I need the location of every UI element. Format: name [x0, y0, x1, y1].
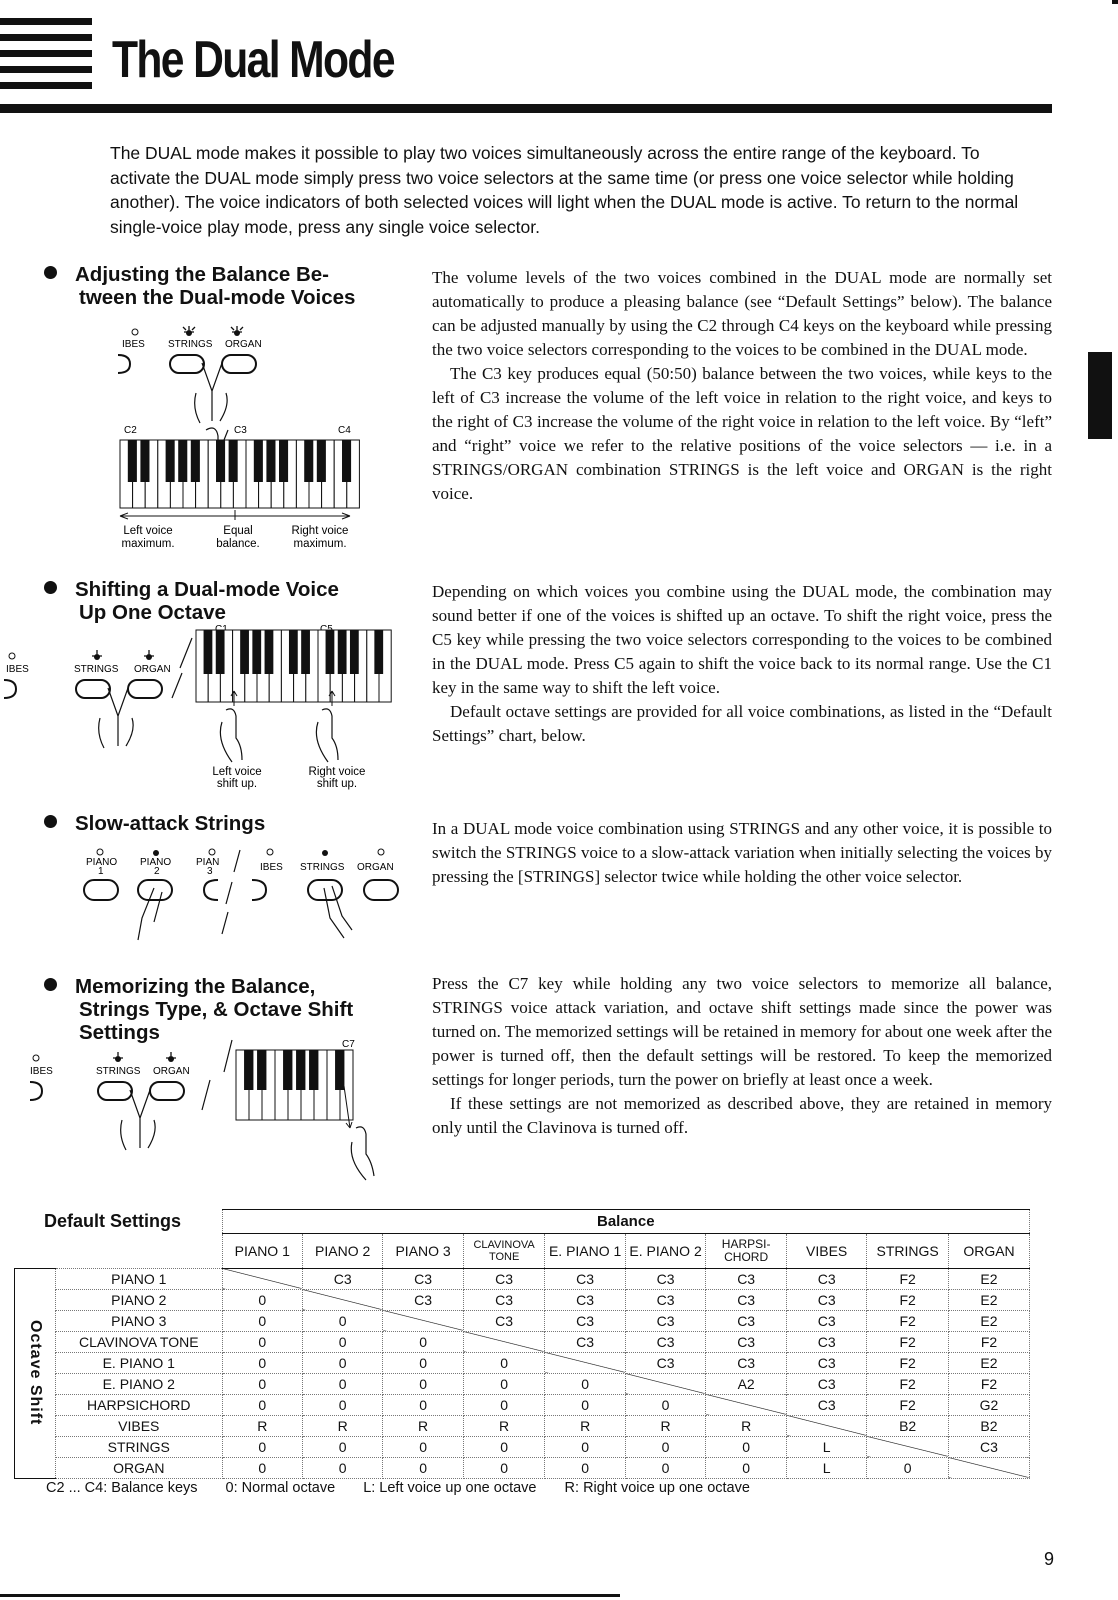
col-header: VIBES [787, 1234, 867, 1269]
black-key [317, 440, 326, 482]
black-key [309, 1050, 318, 1090]
table-cell: C3 [625, 1268, 705, 1289]
black-key [254, 440, 263, 482]
table-cell: C3 [545, 1331, 625, 1352]
table-cell: C3 [706, 1289, 787, 1310]
table-cell: F2 [867, 1310, 949, 1331]
table-cell: C3 [383, 1268, 463, 1289]
table-cell: C3 [706, 1268, 787, 1289]
table-cell: 0 [302, 1352, 382, 1373]
table-cell: R [383, 1415, 463, 1436]
table-cell: C3 [948, 1436, 1029, 1457]
table-cell: C3 [302, 1268, 382, 1289]
table-cell: 0 [222, 1373, 302, 1394]
black-key [279, 440, 288, 482]
bottom-rule [0, 1594, 620, 1597]
table-cell: 0 [383, 1352, 463, 1373]
table-cell: R [706, 1415, 787, 1436]
legend-left: L: Left voice up one octave [363, 1480, 537, 1496]
row-label: ORGAN [56, 1457, 223, 1478]
table-cell: 0 [463, 1394, 545, 1415]
cap-left-max-2: maximum. [121, 538, 175, 550]
sel-strings-label: STRINGS [74, 664, 119, 675]
black-key [204, 630, 213, 674]
sel-organ-label: ORGAN [225, 339, 262, 350]
corner-mark [1112, 0, 1118, 4]
row-label: HARPSICHORD [56, 1394, 223, 1415]
octave-keyboard-illustration [0, 618, 420, 808]
black-key [283, 1050, 292, 1090]
keyboard-graphic [196, 630, 391, 702]
table-cell: R [222, 1415, 302, 1436]
octave-text [432, 580, 1052, 748]
black-key [252, 630, 261, 674]
memorize-keyboard-illustration [0, 1030, 420, 1190]
table-cell: C3 [787, 1331, 867, 1352]
black-key [240, 630, 249, 674]
cap-left-shift-1: Left voice [212, 766, 262, 778]
bullet-icon [44, 978, 57, 991]
key-c4-label: C4 [338, 425, 351, 436]
table-cell: F2 [867, 1268, 949, 1289]
title-rule [0, 104, 1052, 113]
table-cell: C3 [545, 1289, 625, 1310]
balance-p1: The volume levels of the two voices combined in the DUAL mode are normally set automatically to produce a pleasing balance (see “Default Settings” below). The balance can be adjusted manually by using the C2 through C4 keys on the keyboard while pressing the two voice selectors corresponding to the voices to be combined in the DUAL mode. [432, 268, 1052, 359]
col-header: HARPSI- CHORD [706, 1234, 787, 1269]
table-cell: 0 [302, 1310, 382, 1331]
legend-normal: 0: Normal octave [225, 1480, 336, 1496]
key-c3-label: C3 [234, 425, 247, 436]
table-cell: 0 [383, 1331, 463, 1352]
table-row [15, 1394, 1030, 1415]
col-header: CLAVINOVA TONE [463, 1234, 545, 1269]
table-cell [383, 1310, 463, 1331]
table-cell: F2 [867, 1373, 949, 1394]
table-cell: R [463, 1415, 545, 1436]
table-cell: R [625, 1415, 705, 1436]
col-header: STRINGS [867, 1234, 949, 1269]
bullet-icon [44, 266, 57, 279]
balance-text [432, 266, 1052, 506]
table-cell: C3 [787, 1394, 867, 1415]
slow-attack-illustration [80, 846, 410, 956]
table-cell: R [302, 1415, 382, 1436]
cap-left-max-1: Left voice [123, 525, 173, 537]
octave-p1: Depending on which voices you combine using the DUAL mode, the combination may sound better if one of the voices is shifted up an octave. To shift the right voice, press the C5 key while pressing the two voice selectors corresponding to the voices to be combined in the DUAL mode. Press C5 again to shift the voice back to its normal range. Use the C1 key in the same way to shift the left voice. [432, 582, 1052, 697]
row-label: STRINGS [56, 1436, 223, 1457]
bullet-icon [44, 815, 57, 828]
memorize-p2: If these settings are not memorized as described above, they are retained in memory only until the Clavinova is turned off. [432, 1094, 1052, 1137]
memorize-text [432, 972, 1052, 1140]
table-cell: E2 [948, 1268, 1029, 1289]
table-cell: 0 [625, 1436, 705, 1457]
black-key [326, 630, 335, 674]
table-cell: L [787, 1436, 867, 1457]
col-header: PIANO 3 [383, 1234, 463, 1269]
table-row [15, 1310, 1030, 1331]
black-key [265, 630, 274, 674]
black-key [229, 440, 238, 482]
balance-p2: The C3 key produces equal (50:50) balance between the two voices, while keys to the left of C3 increase the volume of the left voice in relation to the right voice, and keys to the right of C3 increase the volume of the right voice in relation to the left voice. By “left” and “right” voice we refer to the relative positions of the voice selectors — i.e. in a STRINGS/ORGAN combination STRINGS is the left voice and ORGAN is the right voice. [432, 364, 1052, 503]
table-cell: 0 [302, 1436, 382, 1457]
sel-organ-label: ORGAN [134, 664, 171, 675]
keyboard-graphic [236, 1050, 353, 1120]
default-settings-label: Default Settings [44, 1211, 182, 1231]
row-label: PIANO 3 [56, 1310, 223, 1331]
row-label: CLAVINOVA TONE [56, 1331, 223, 1352]
black-key [335, 1050, 344, 1090]
table-row [15, 1352, 1030, 1373]
table-cell [625, 1373, 705, 1394]
table-row [15, 1331, 1030, 1352]
table-cell: 0 [222, 1352, 302, 1373]
table-cell: C3 [463, 1310, 545, 1331]
table-cell: E2 [948, 1289, 1029, 1310]
table-cell: C3 [625, 1352, 705, 1373]
table-cell: 0 [545, 1457, 625, 1478]
table-cell: F2 [867, 1352, 949, 1373]
table-cell [787, 1415, 867, 1436]
sel-piano3-num: 3 [207, 866, 213, 877]
sel-piano1-label: PIANO [86, 857, 118, 868]
table-row [15, 1436, 1030, 1457]
table-cell: C3 [383, 1289, 463, 1310]
sel-piano3-label: PIAN [196, 857, 220, 868]
table-cell [302, 1289, 382, 1310]
table-cell [463, 1331, 545, 1352]
table-cell: C3 [706, 1331, 787, 1352]
octave-p2: Default octave settings are provided for all voice combinations, as listed in the “Default Settings” chart, below. [432, 702, 1052, 745]
memorize-p1: Press the C7 key while holding any two voice selectors to memorize all balance, STRINGS voice attack variation, and octave shift settings made since the power was turned on. The memorized settings will be retained in memory for about one week after the power is turned off, then the default settings will be restored. To keep the memorized settings for longer periods, turn the power on briefly at least once a week. [432, 974, 1052, 1089]
table-row [15, 1415, 1030, 1436]
sel-vibes-label: IBES [260, 862, 283, 873]
col-header: PIANO 1 [222, 1234, 302, 1269]
cap-equal-2: balance. [216, 538, 260, 550]
table-cell: C3 [787, 1352, 867, 1373]
table-cell: 0 [383, 1436, 463, 1457]
table-cell: C3 [463, 1289, 545, 1310]
sel-piano2-label: PIANO [140, 857, 172, 868]
table-cell: L [787, 1457, 867, 1478]
table-cell: 0 [625, 1457, 705, 1478]
table-cell: R [545, 1415, 625, 1436]
row-label: E. PIANO 2 [56, 1373, 223, 1394]
black-key [166, 440, 175, 482]
black-key [266, 440, 275, 482]
table-cell: 0 [545, 1373, 625, 1394]
table-cell: F2 [948, 1331, 1029, 1352]
table-cell: F2 [867, 1331, 949, 1352]
table-cell: 0 [222, 1394, 302, 1415]
table-cell: C3 [706, 1310, 787, 1331]
table-cell: E2 [948, 1310, 1029, 1331]
black-key [374, 630, 383, 674]
table-cell: F2 [867, 1289, 949, 1310]
balance-keyboard-illustration [110, 318, 380, 563]
black-key [350, 630, 359, 674]
cap-left-shift-2: shift up. [216, 778, 258, 790]
sel-strings-label: STRINGS [96, 1066, 141, 1077]
table-cell: 0 [222, 1289, 302, 1310]
row-label: PIANO 2 [56, 1289, 223, 1310]
table-cell: 0 [383, 1394, 463, 1415]
table-cell: F2 [867, 1394, 949, 1415]
table-cell: 0 [222, 1331, 302, 1352]
table-legend [46, 1480, 774, 1496]
sel-organ-label: ORGAN [153, 1066, 190, 1077]
black-key [296, 1050, 305, 1090]
sel-vibes-label: IBES [6, 664, 29, 675]
slow-attack-text [432, 817, 1052, 889]
table-cell [222, 1268, 302, 1289]
cap-right-shift-1: Right voice [308, 766, 366, 778]
black-key [244, 1050, 253, 1090]
table-cell: 0 [302, 1331, 382, 1352]
sel-strings-label: STRINGS [168, 339, 213, 350]
col-header: ORGAN [948, 1234, 1029, 1269]
table-cell [948, 1457, 1029, 1478]
black-key [128, 440, 137, 482]
table-cell: 0 [463, 1373, 545, 1394]
sel-organ-label: ORGAN [357, 862, 394, 873]
col-header: E. PIANO 2 [625, 1234, 705, 1269]
table-cell: G2 [948, 1394, 1029, 1415]
row-label: E. PIANO 1 [56, 1352, 223, 1373]
sel-strings-label: STRINGS [300, 862, 345, 873]
table-cell: E2 [948, 1352, 1029, 1373]
table-cell: C3 [625, 1331, 705, 1352]
page-title: The Dual Mode [112, 31, 394, 89]
black-key [178, 440, 187, 482]
table-cell: C3 [706, 1352, 787, 1373]
table-cell: C3 [625, 1310, 705, 1331]
table-cell: 0 [222, 1310, 302, 1331]
table-cell [545, 1352, 625, 1373]
cap-equal-1: Equal [223, 525, 253, 537]
table-cell: 0 [463, 1457, 545, 1478]
table-row [15, 1289, 1030, 1310]
table-cell [867, 1436, 949, 1457]
default-settings-grid [14, 1209, 1030, 1479]
page-number: 9 [1044, 1549, 1055, 1569]
table-cell: F2 [948, 1373, 1029, 1394]
table-row [15, 1268, 1030, 1289]
table-cell: 0 [302, 1373, 382, 1394]
table-cell: C3 [787, 1373, 867, 1394]
heading-balance: Adjusting the Balance Be- tween the Dual-mode Voices [44, 263, 355, 309]
black-key [338, 630, 347, 674]
table-cell: C3 [625, 1289, 705, 1310]
table-cell: 0 [545, 1436, 625, 1457]
black-key [216, 440, 225, 482]
bullet-icon [44, 581, 57, 594]
table-cell: 0 [545, 1394, 625, 1415]
table-cell: 0 [222, 1436, 302, 1457]
black-key [257, 1050, 266, 1090]
table-cell: 0 [706, 1457, 787, 1478]
table-cell: C3 [545, 1310, 625, 1331]
black-key [304, 440, 313, 482]
table-cell: 0 [625, 1394, 705, 1415]
table-cell: A2 [706, 1373, 787, 1394]
row-label: PIANO 1 [56, 1268, 223, 1289]
col-header: PIANO 2 [302, 1234, 382, 1269]
table-cell: 0 [222, 1457, 302, 1478]
heading-slow-attack: Slow-attack Strings [44, 812, 265, 835]
table-cell: 0 [706, 1436, 787, 1457]
table-cell: 0 [302, 1394, 382, 1415]
table-cell: B2 [948, 1415, 1029, 1436]
legend-balance-keys: C2 ... C4: Balance keys [46, 1480, 198, 1496]
octave-shift-header: Octave Shift [15, 1268, 56, 1478]
heading-octave: Shifting a Dual-mode Voice Up One Octave [44, 578, 339, 624]
sel-vibes-label: IBES [122, 339, 145, 350]
row-label: VIBES [56, 1415, 223, 1436]
sel-vibes-label: IBES [30, 1066, 53, 1077]
key-c7-label: C7 [342, 1039, 355, 1050]
table-cell: B2 [867, 1415, 949, 1436]
table-cell: C3 [545, 1268, 625, 1289]
keyboard-graphic [120, 440, 359, 508]
table-cell: 0 [463, 1436, 545, 1457]
cap-right-shift-2: shift up. [316, 778, 358, 790]
black-key [191, 440, 200, 482]
sel-piano2-num: 2 [154, 866, 160, 877]
black-key [140, 440, 149, 482]
table-cell: 0 [867, 1457, 949, 1478]
table-cell: 0 [463, 1352, 545, 1373]
table-cell: 0 [383, 1457, 463, 1478]
black-key [301, 630, 310, 674]
table-row [15, 1457, 1030, 1478]
black-key [216, 630, 225, 674]
key-c2-label: C2 [124, 425, 137, 436]
heading-memorize: Memorizing the Balance, Strings Type, & Octave Shift Settings [44, 975, 353, 1044]
table-cell [706, 1394, 787, 1415]
page-tab-marker [1088, 352, 1112, 439]
table-cell: 0 [383, 1373, 463, 1394]
cap-right-max-2: maximum. [293, 538, 347, 550]
table-cell: C3 [787, 1310, 867, 1331]
black-key [342, 440, 351, 482]
legend-right: R: Right voice up one octave [564, 1480, 750, 1496]
col-header: E. PIANO 1 [545, 1234, 625, 1269]
table-row [15, 1373, 1030, 1394]
title-bars-decoration [0, 18, 92, 98]
table-cell: C3 [787, 1289, 867, 1310]
cap-right-max-1: Right voice [291, 525, 349, 537]
balance-header: Balance [222, 1210, 1029, 1234]
sel-piano1-num: 1 [98, 866, 104, 877]
table-cell: C3 [787, 1268, 867, 1289]
black-key [289, 630, 298, 674]
table-cell: C3 [463, 1268, 545, 1289]
slow-p1: In a DUAL mode voice combination using STRINGS and any other voice, it is possible to switch the STRINGS voice to a slow-attack variation when initially selecting the voices by pressing the [STRINGS] selector twice while holding the other voice selector. [432, 819, 1052, 886]
intro-paragraph: The DUAL mode makes it possible to play two voices simultaneously across the entire range of the keyboard. To activate the DUAL mode simply press two voice selectors at the same time (or press one voice selector while holding another). The voice indicators of both selected voices will light when the DUAL mode is active. To return to the normal single-voice play mode, press any single voice selector. [110, 143, 1019, 237]
table-cell: 0 [302, 1457, 382, 1478]
